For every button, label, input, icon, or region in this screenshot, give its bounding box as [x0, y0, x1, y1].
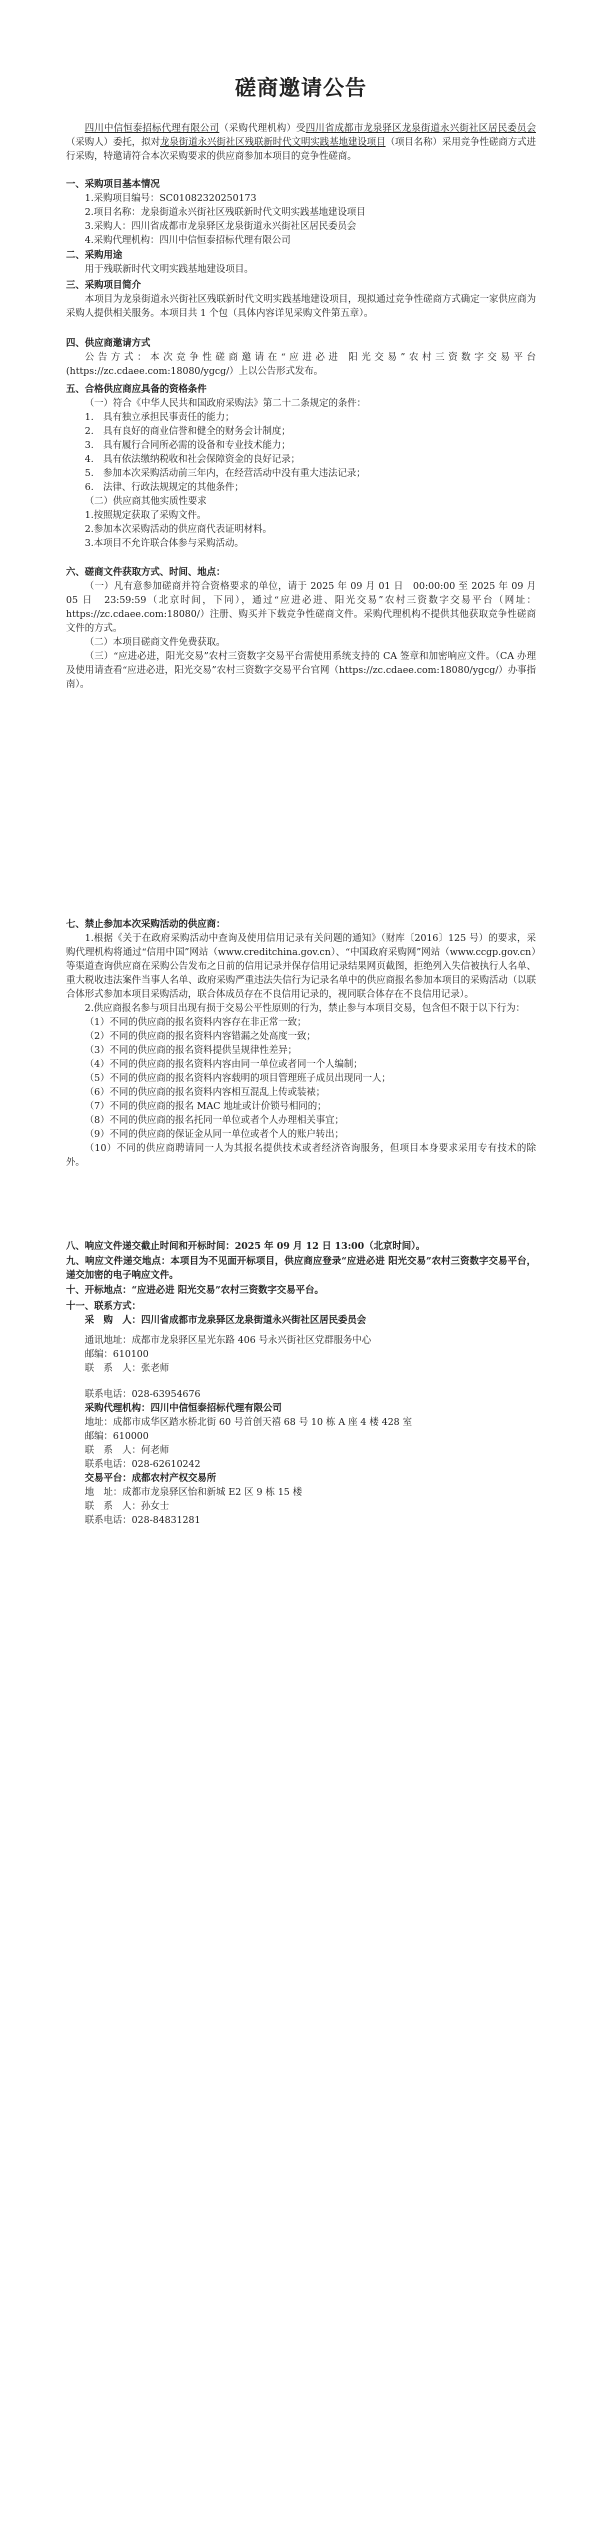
- list-item: （4）不同的供应商的报名资料内容由同一单位或者同一个人编制；: [84, 1059, 363, 1070]
- page-title: 磋商邀请公告: [235, 75, 367, 100]
- purchaser-contact: 联 系 人：张老师: [84, 1363, 170, 1374]
- agency-address: 地址：成都市成华区踏水桥北街 60 号首创天禧 68 号 10 栋 A 座 4 楼 428 室: [84, 1417, 412, 1428]
- section-heading: 七、禁止参加本次采购活动的供应商：: [66, 919, 226, 930]
- list-item: （1）不同的供应商的报名资料内容存在非正常一致；: [84, 1017, 307, 1028]
- list-item: 4.采购代理机构：四川中信恒泰招标代理有限公司: [84, 235, 291, 246]
- section-contacts: [66, 1300, 536, 1528]
- section-basic-info: [66, 178, 536, 248]
- section-heading: 一、采购项目基本情况: [66, 179, 160, 190]
- section-heading: 四、供应商邀请方式: [66, 338, 151, 349]
- section-text: （二）本项目磋商文件免费获取。: [84, 637, 226, 648]
- subheading: （二）供应商其他实质性要求: [84, 496, 207, 507]
- section-heading: 五、合格供应商应具备的资格条件: [66, 384, 207, 395]
- list-item: （2）不同的供应商的报名资料内容错漏之处高度一致；: [84, 1031, 316, 1042]
- list-item: 1. 具有独立承担民事责任的能力；: [84, 412, 235, 423]
- subheading: （一）符合《中华人民共和国政府采购法》第二十二条规定的条件：: [84, 398, 367, 409]
- list-item: （7）不同的供应商的报名 MAC 地址或计价锁号相同的；: [84, 1101, 327, 1112]
- purchaser-name: 四川省成都市龙泉驿区龙泉街道永兴街社区居民委员会: [305, 123, 536, 134]
- list-item: （6）不同的供应商的报名资料内容相互混乱上传或装裱；: [84, 1087, 326, 1098]
- section-prohibited-suppliers: [66, 918, 536, 1170]
- section-text: 十、开标地点：“应进必进 阳光交易”农村三资数字交易平台。: [66, 1285, 324, 1296]
- section-purpose: [66, 249, 536, 277]
- section-invitation: [66, 337, 536, 379]
- agency-name: 四川中信恒泰招标代理有限公司: [84, 123, 220, 134]
- agency-zip: 邮编：610000: [84, 1431, 149, 1442]
- section-text: 1.根据《关于在政府采购活动中查询及使用信用记录有关问题的通知》（财库〔2016〕125 号）的要求，采购代理机构将通过“信用中国”网站（www.creditchina.gov.cn）、“中国政府采购网”网站（www.ccgp.gov.cn）等渠道查询供应商在采购公告发布之日前的信用记录并保存信用记录结果网页截图，拒绝列入失信被执行人名单、重大税收违法案件当事人名单、政府采购严重违法失信行为记录名单中的供应商报名参加本项目的采购活动（以联合体形式参加本项目采购活动，联合体成员存在不良信用记录的，视同联合体存在不良信用记录）。: [66, 933, 536, 1000]
- platform-contact: 联 系 人：孙女士: [84, 1501, 170, 1512]
- purchaser-phone: 联系电话：028-63954676: [84, 1389, 201, 1400]
- list-item: （9）不同的供应商的保证金从同一单位或者个人的账户转出；: [84, 1129, 344, 1140]
- section-text: 2.供应商报名参与项目出现有损于交易公平性原则的行为，禁止参与本项目交易，包含但不限于以下行为：: [84, 1003, 525, 1014]
- section-qualifications: [66, 383, 536, 551]
- platform-phone: 联系电话：028-84831281: [84, 1515, 201, 1526]
- section-text: 本项目为龙泉街道永兴街社区残联新时代文明实践基地建设项目，现拟通过竞争性磋商方式确定一家供应商为采购人提供相关服务。本项目共 1 个包（具体内容详见采购文件第五章）。: [66, 294, 536, 319]
- section-document-acquisition: [66, 566, 536, 692]
- list-item: 5. 参加本次采购活动前三年内，在经营活动中没有重大违法记录；: [84, 468, 366, 479]
- agency-contact: 联 系 人：何老师: [84, 1445, 170, 1456]
- section-heading: 二、采购用途: [66, 250, 123, 261]
- list-item: 3. 具有履行合同所必需的设备和专业技术能力；: [84, 440, 291, 451]
- purchaser-zip: 邮编：610100: [84, 1349, 149, 1360]
- section-text: （三）“应进必进，阳光交易”农村三资数字交易平台需使用系统支持的 CA 签章和加密响应文件。（CA 办理及使用请查看“应进必进，阳光交易”农村三资数字交易平台官网（https://zc.cdaee.com:18080/ygcg/）办事指南）。: [66, 651, 536, 690]
- purchaser-line: 采 购 人：四川省成都市龙泉驿区龙泉街道永兴街社区居民委员会: [84, 1315, 367, 1326]
- list-item: 3.采购人：四川省成都市龙泉驿区龙泉街道永兴街社区居民委员会: [84, 221, 357, 232]
- agency-phone: 联系电话：028-62610242: [84, 1459, 201, 1470]
- project-name: 龙泉街道永兴街社区残联新时代文明实践基地建设项目: [160, 137, 386, 148]
- section-text: 八、响应文件递交截止时间和开标时间：2025 年 09 月 12 日 13:00（北京时间）。: [66, 1241, 426, 1252]
- list-item: （8）不同的供应商的报名托同一单位或者个人办理相关事宜；: [84, 1115, 344, 1126]
- purchaser-address: 通讯地址：成都市龙泉驿区星光东路 406 号永兴街社区党群服务中心: [84, 1335, 372, 1346]
- section-opening-location: [66, 1284, 536, 1298]
- list-item: （10）不同的供应商聘请同一人为其报名提供技术或者经济咨询服务，但项目本身要求采用专有技术的除外。: [66, 1143, 536, 1168]
- list-item: 6. 法律、行政法规规定的其他条件；: [84, 482, 244, 493]
- section-heading: 六、磋商文件获取方式、时间、地点：: [66, 567, 226, 578]
- list-item: （5）不同的供应商的报名资料内容载明的项目管理班子成员出现同一人；: [84, 1073, 391, 1084]
- section-submission-location: [66, 1255, 536, 1283]
- section-text: 用于残联新时代文明实践基地建设项目。: [84, 264, 254, 275]
- platform-address: 地 址：成都市龙泉驿区怡和新城 E2 区 9 栋 15 楼: [84, 1487, 303, 1498]
- section-deadline: [66, 1240, 536, 1254]
- list-item: 4. 具有依法缴纳税收和社会保障资金的良好记录；: [84, 454, 300, 465]
- platform-line: 交易平台：成都农村产权交易所: [84, 1473, 217, 1484]
- list-item: 3.本项目不允许联合体参与采购活动。: [84, 538, 244, 549]
- section-text: 公告方式：本次竞争性磋商邀请在“应进必进 阳光交易”农村三资数字交易平台(https://zc.cdaee.com:18080/ygcg/）上以公告形式发布。: [66, 352, 536, 377]
- list-item: 2.参加本次采购活动的供应商代表证明材料。: [84, 524, 272, 535]
- agency-line: 采购代理机构：四川中信恒泰招标代理有限公司: [84, 1403, 282, 1414]
- section-heading: 三、采购项目简介: [66, 280, 142, 291]
- section-heading: 十一、联系方式：: [66, 1301, 142, 1312]
- intro-paragraph: 四川中信恒泰招标代理有限公司（采购代理机构）受四川省成都市龙泉驿区龙泉街道永兴街社区居民委员会（采购人）委托，拟对龙泉街道永兴街社区残联新时代文明实践基地建设项目（项目名称）采用竞争性磋商方式进行采购，特邀请符合本次采购要求的供应商参加本项目的竞争性磋商。: [66, 123, 536, 162]
- list-item: 1.按照规定获取了采购文件。: [84, 510, 207, 521]
- section-text: 九、响应文件递交地点：本项目为不见面开标项目，供应商应登录“应进必进 阳光交易”农村三资数字交易平台，递交加密的电子响应文件。: [66, 1256, 536, 1281]
- list-item: （3）不同的供应商的报名资料提供呈规律性差异；: [84, 1045, 298, 1056]
- list-item: 2.项目名称：龙泉街道永兴街社区残联新时代文明实践基地建设项目: [84, 207, 366, 218]
- list-item: 1.采购项目编号：SC01082320250173: [84, 193, 257, 204]
- section-text: （一）凡有意参加磋商并符合资格要求的单位，请于 2025 年 09 月 01 日 00:00:00 至 2025 年 09 月 05 日 23:59:59（北京时间，下同），通过“应进必进、阳光交易”农村三资数字交易平台（网址：https://zc.cdaee.com:18080/）注册、购买并下载竞争性磋商文件。采购代理机构不提供其他获取竞争性磋商文件的方式。: [66, 581, 536, 634]
- list-item: 2. 具有良好的商业信誉和健全的财务会计制度；: [84, 426, 291, 437]
- section-summary: [66, 279, 536, 321]
